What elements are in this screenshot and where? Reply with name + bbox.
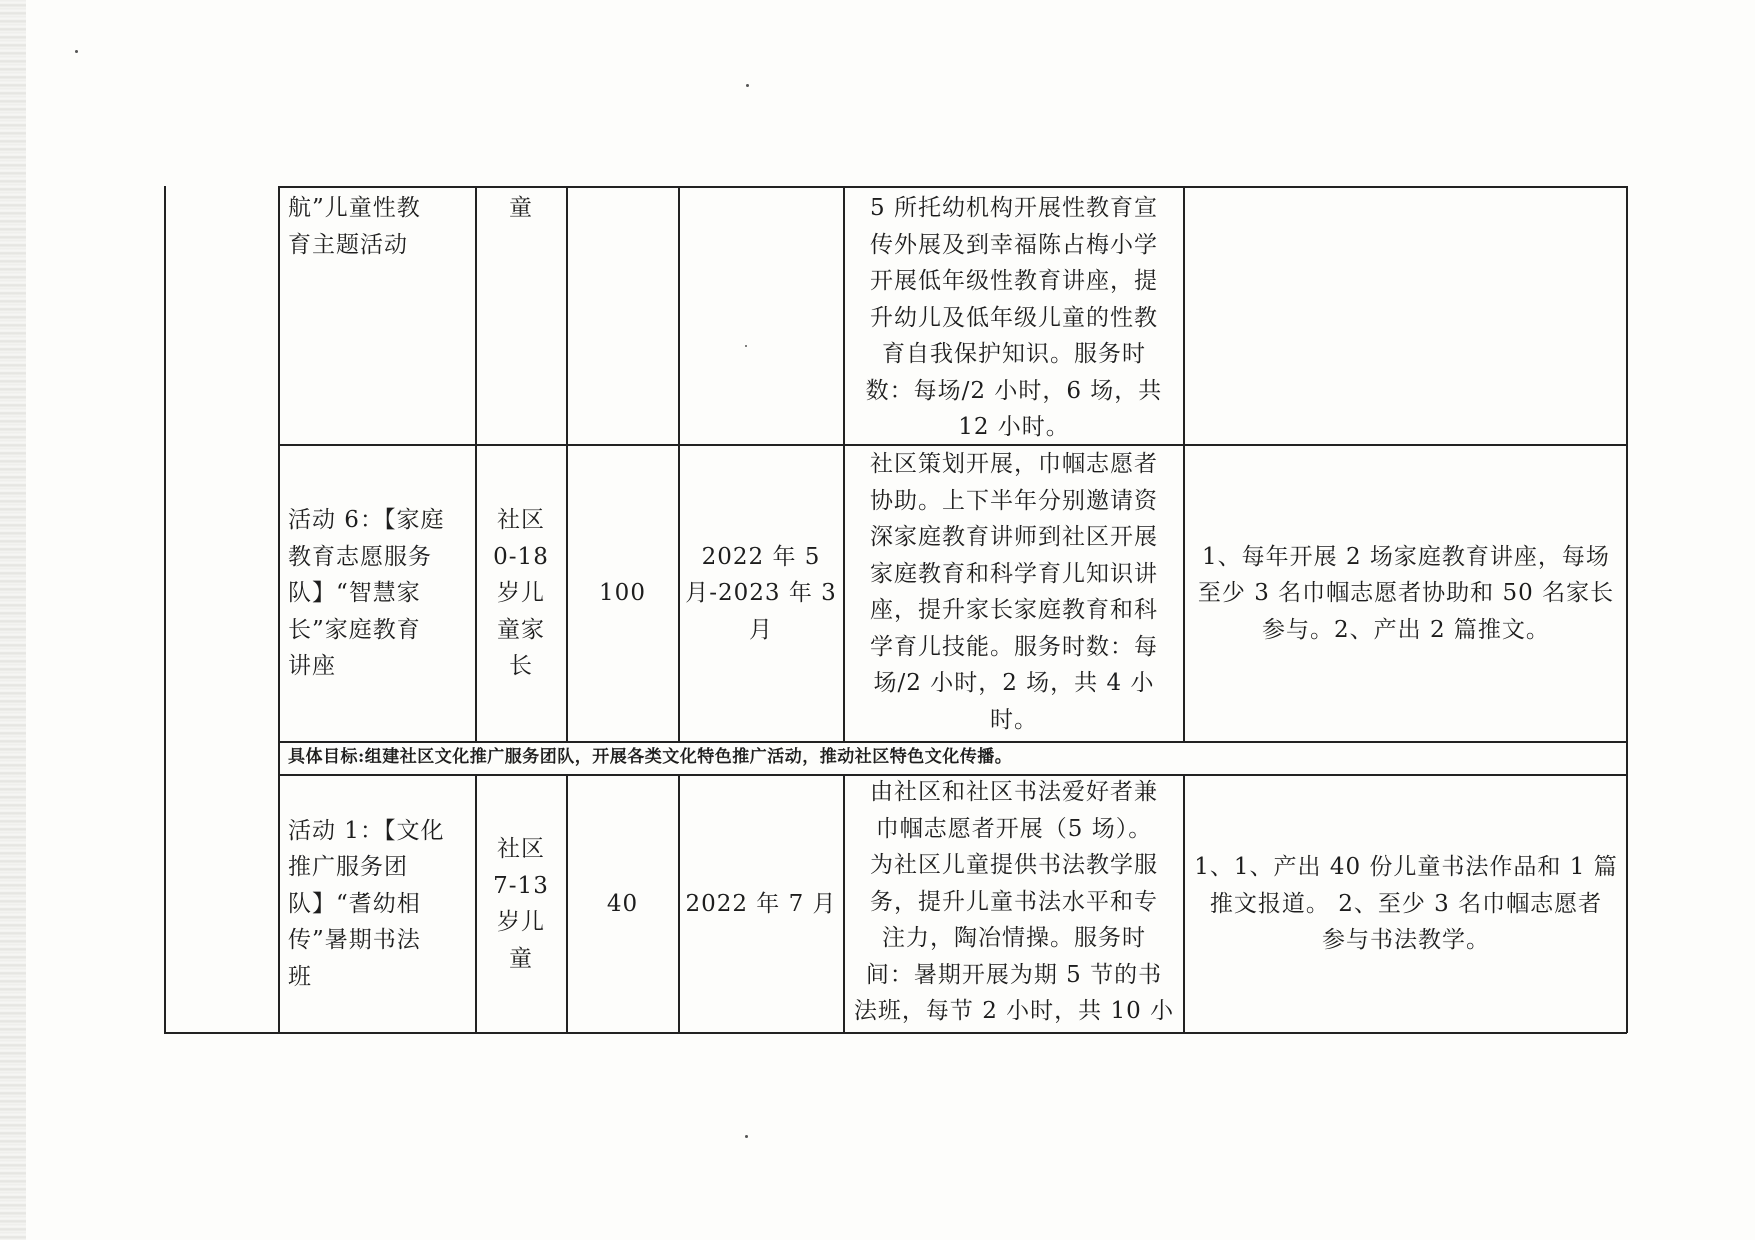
scan-speck [75,50,78,53]
column-separator [843,774,845,1033]
left-outer-border [164,186,166,1033]
scan-speck [745,345,747,347]
row3-outcome-cell: 1、1、产出 40 份儿童书法作品和 1 篇 推文报道。 2、至少 3 名巾帼志愿者 参与书法教学。 [1194,854,1618,954]
right-outer-border [1626,186,1628,1033]
row3-count-cell: 40 [606,890,639,917]
row2-outcome-cell: 1、每年开展 2 场家庭教育讲座，每场 至少 3 名巾帼志愿者协助和 50 名家长 参与。2、产出 2 篇推文。 [1197,543,1615,643]
row-separator [278,741,1627,743]
row1-target-cell: 童 [509,195,533,221]
column-separator [1183,774,1185,1033]
scan-speck [745,1135,748,1138]
row3-time-cell: 2022 年 7 月 [685,890,837,917]
row2-time-cell: 2022 年 5 月-2023 年 3 月 [685,543,837,643]
row1-content-cell: 5 所托幼机构开展性教育宣 传外展及到幸福陈占梅小学 开展低年级性教育讲座，提 升幼儿及低年级儿童的性教 育自我保护知识。服务时 数：每场/2 小时，6 场，共 12 小时。 [865,195,1163,440]
specific-goal-row: 具体目标:组建社区文化推广服务团队，开展各类文化特色推广活动，推动社区特色文化传播。 [288,747,1013,767]
row2-count-cell: 100 [599,580,646,607]
column-separator [278,186,280,1033]
table-top-border [278,186,1627,188]
table-bottom-border [164,1032,1627,1034]
row1-activity-cell: 航”儿童性教 育主题活动 [288,195,421,258]
row3-activity-cell: 活动 1：【文化 推广服务团 队】“耆幼相 传”暑期书法 班 [288,817,445,990]
row3-target-cell: 社区 7-13 岁儿 童 [493,836,549,972]
row3-content-cell: 由社区和社区书法爱好者兼 巾帼志愿者开展（5 场）。 为社区儿童提供书法教学服 务，提升儿童书法水平和专 注力，陶冶情操。服务时 间：暑期开展为期 5 节的书 法班，每节 2 小时，共 10 小 [853,779,1175,1024]
row2-target-cell: 社区 0-18 岁儿 童家 长 [493,507,549,680]
row2-content-cell: 社区策划开展，巾帼志愿者 协助。上下半年分别邀请资 深家庭教育讲师到社区开展 家庭教育和科学育儿知识讲 座，提升家长家庭教育和科 学育儿技能。服务时数：每 场/2 小时，2 场，共 4 小 时。 [870,451,1158,733]
scan-edge-noise [0,0,26,1240]
row2-activity-cell: 活动 6：【家庭 教育志愿服务 队】“智慧家 长”家庭教育 讲座 [288,507,445,680]
column-separator [1183,186,1185,742]
scan-speck [746,84,749,87]
column-separator [843,186,845,742]
